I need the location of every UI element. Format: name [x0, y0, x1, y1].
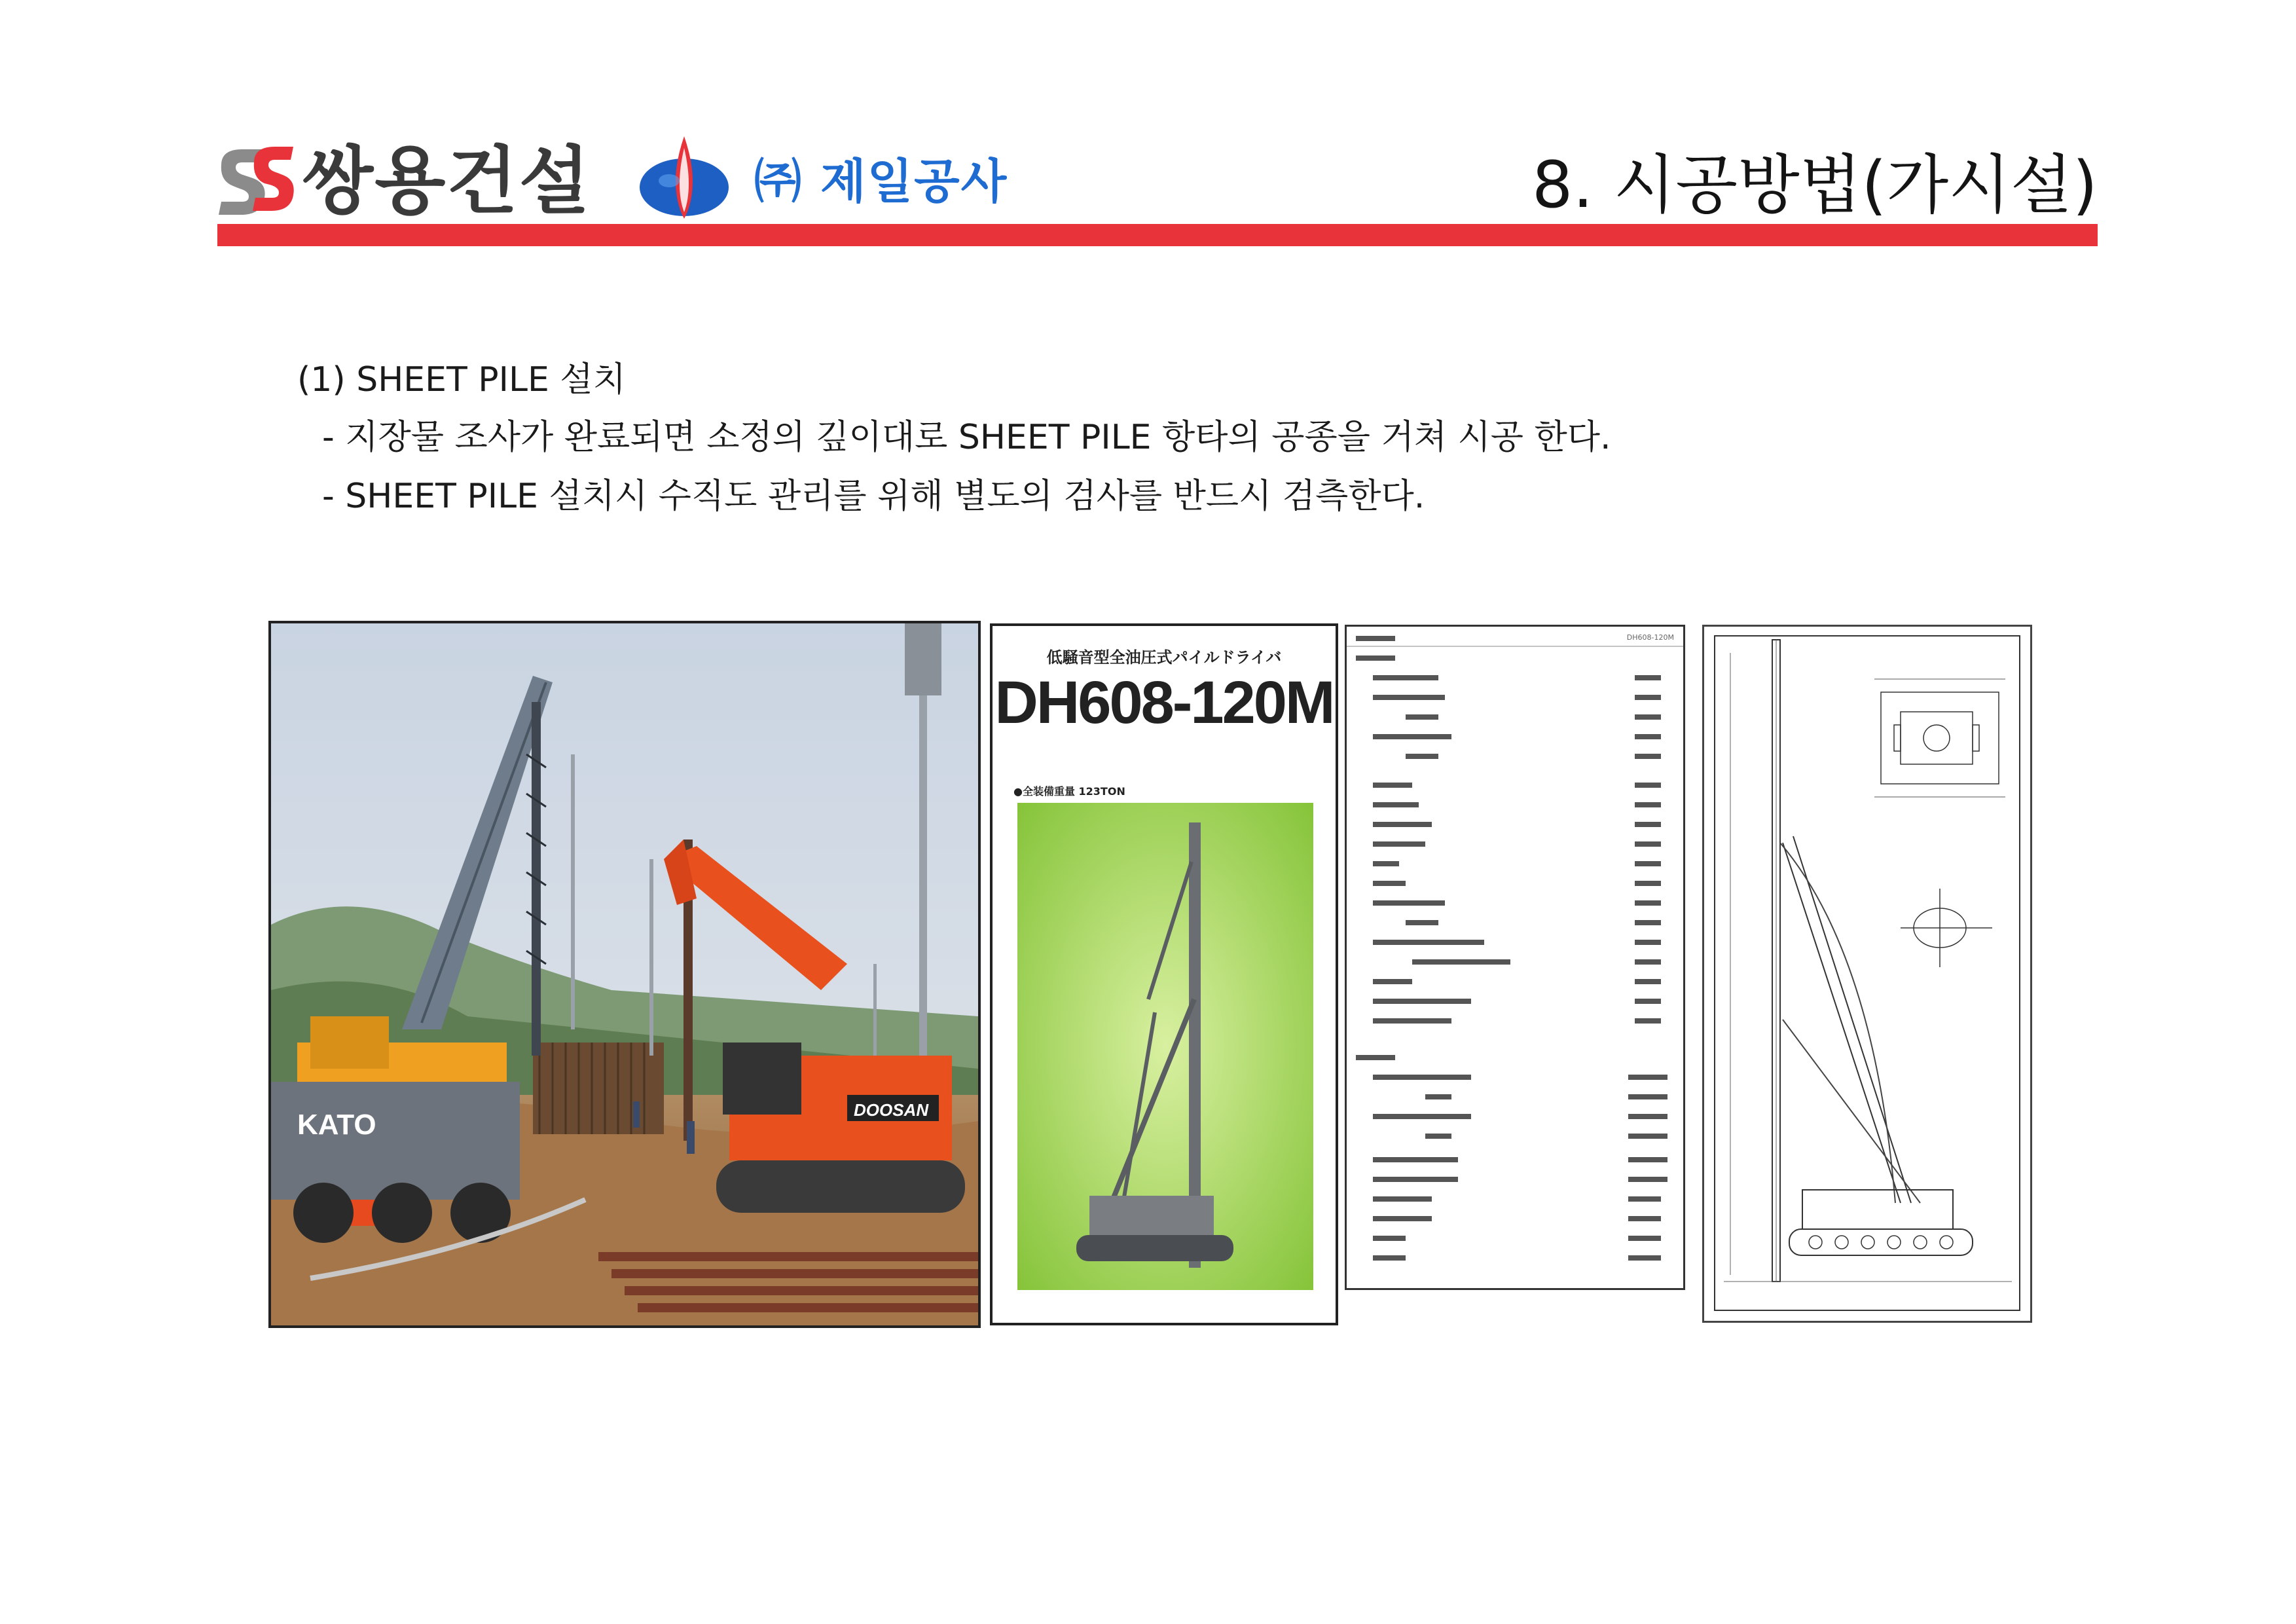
site-photo — [268, 621, 981, 1328]
pile-driver-image — [1017, 803, 1313, 1290]
brochure-model-title: DH608-120M — [994, 669, 1334, 736]
page-title: 8. 시공방법(가시설) — [1532, 148, 2098, 223]
jeil-droplet-logo-icon — [636, 135, 732, 220]
crane-label: KATO — [297, 1109, 376, 1141]
jeil-company-name: ㈜ 제일공사 — [754, 154, 1008, 209]
engineering-drawing-panel — [1702, 625, 2032, 1323]
spec-table-lines — [1347, 627, 1685, 1290]
spec-sheet-panel — [1345, 625, 1685, 1290]
spec-model-tag: DH608-120M — [1626, 633, 1674, 642]
excavator-label: DOOSAN — [854, 1100, 929, 1120]
brochure-subtitle: 低騒音型全油圧式パイルドライバ — [1046, 648, 1282, 667]
section-heading: (1) SHEET PILE 설치 — [297, 360, 626, 399]
brochure-spec-note: ●全装備重量 123TON — [1013, 785, 1125, 798]
brochure-panel — [990, 623, 1338, 1325]
pile-driver-drawing — [1704, 627, 2030, 1321]
bullet-text: - 지장물 조사가 완료되면 소정의 깊이대로 SHEET PILE 항타의 공종을 거쳐 시공 한다. — [322, 418, 1611, 457]
brand-name: 쌍용건설 — [302, 139, 591, 224]
header-divider — [217, 224, 2098, 246]
ss-logo-icon — [216, 145, 295, 219]
bullet-text: - SHEET PILE 설치시 수직도 관리를 위해 별도의 검사를 반드시 검측한다. — [322, 477, 1425, 516]
